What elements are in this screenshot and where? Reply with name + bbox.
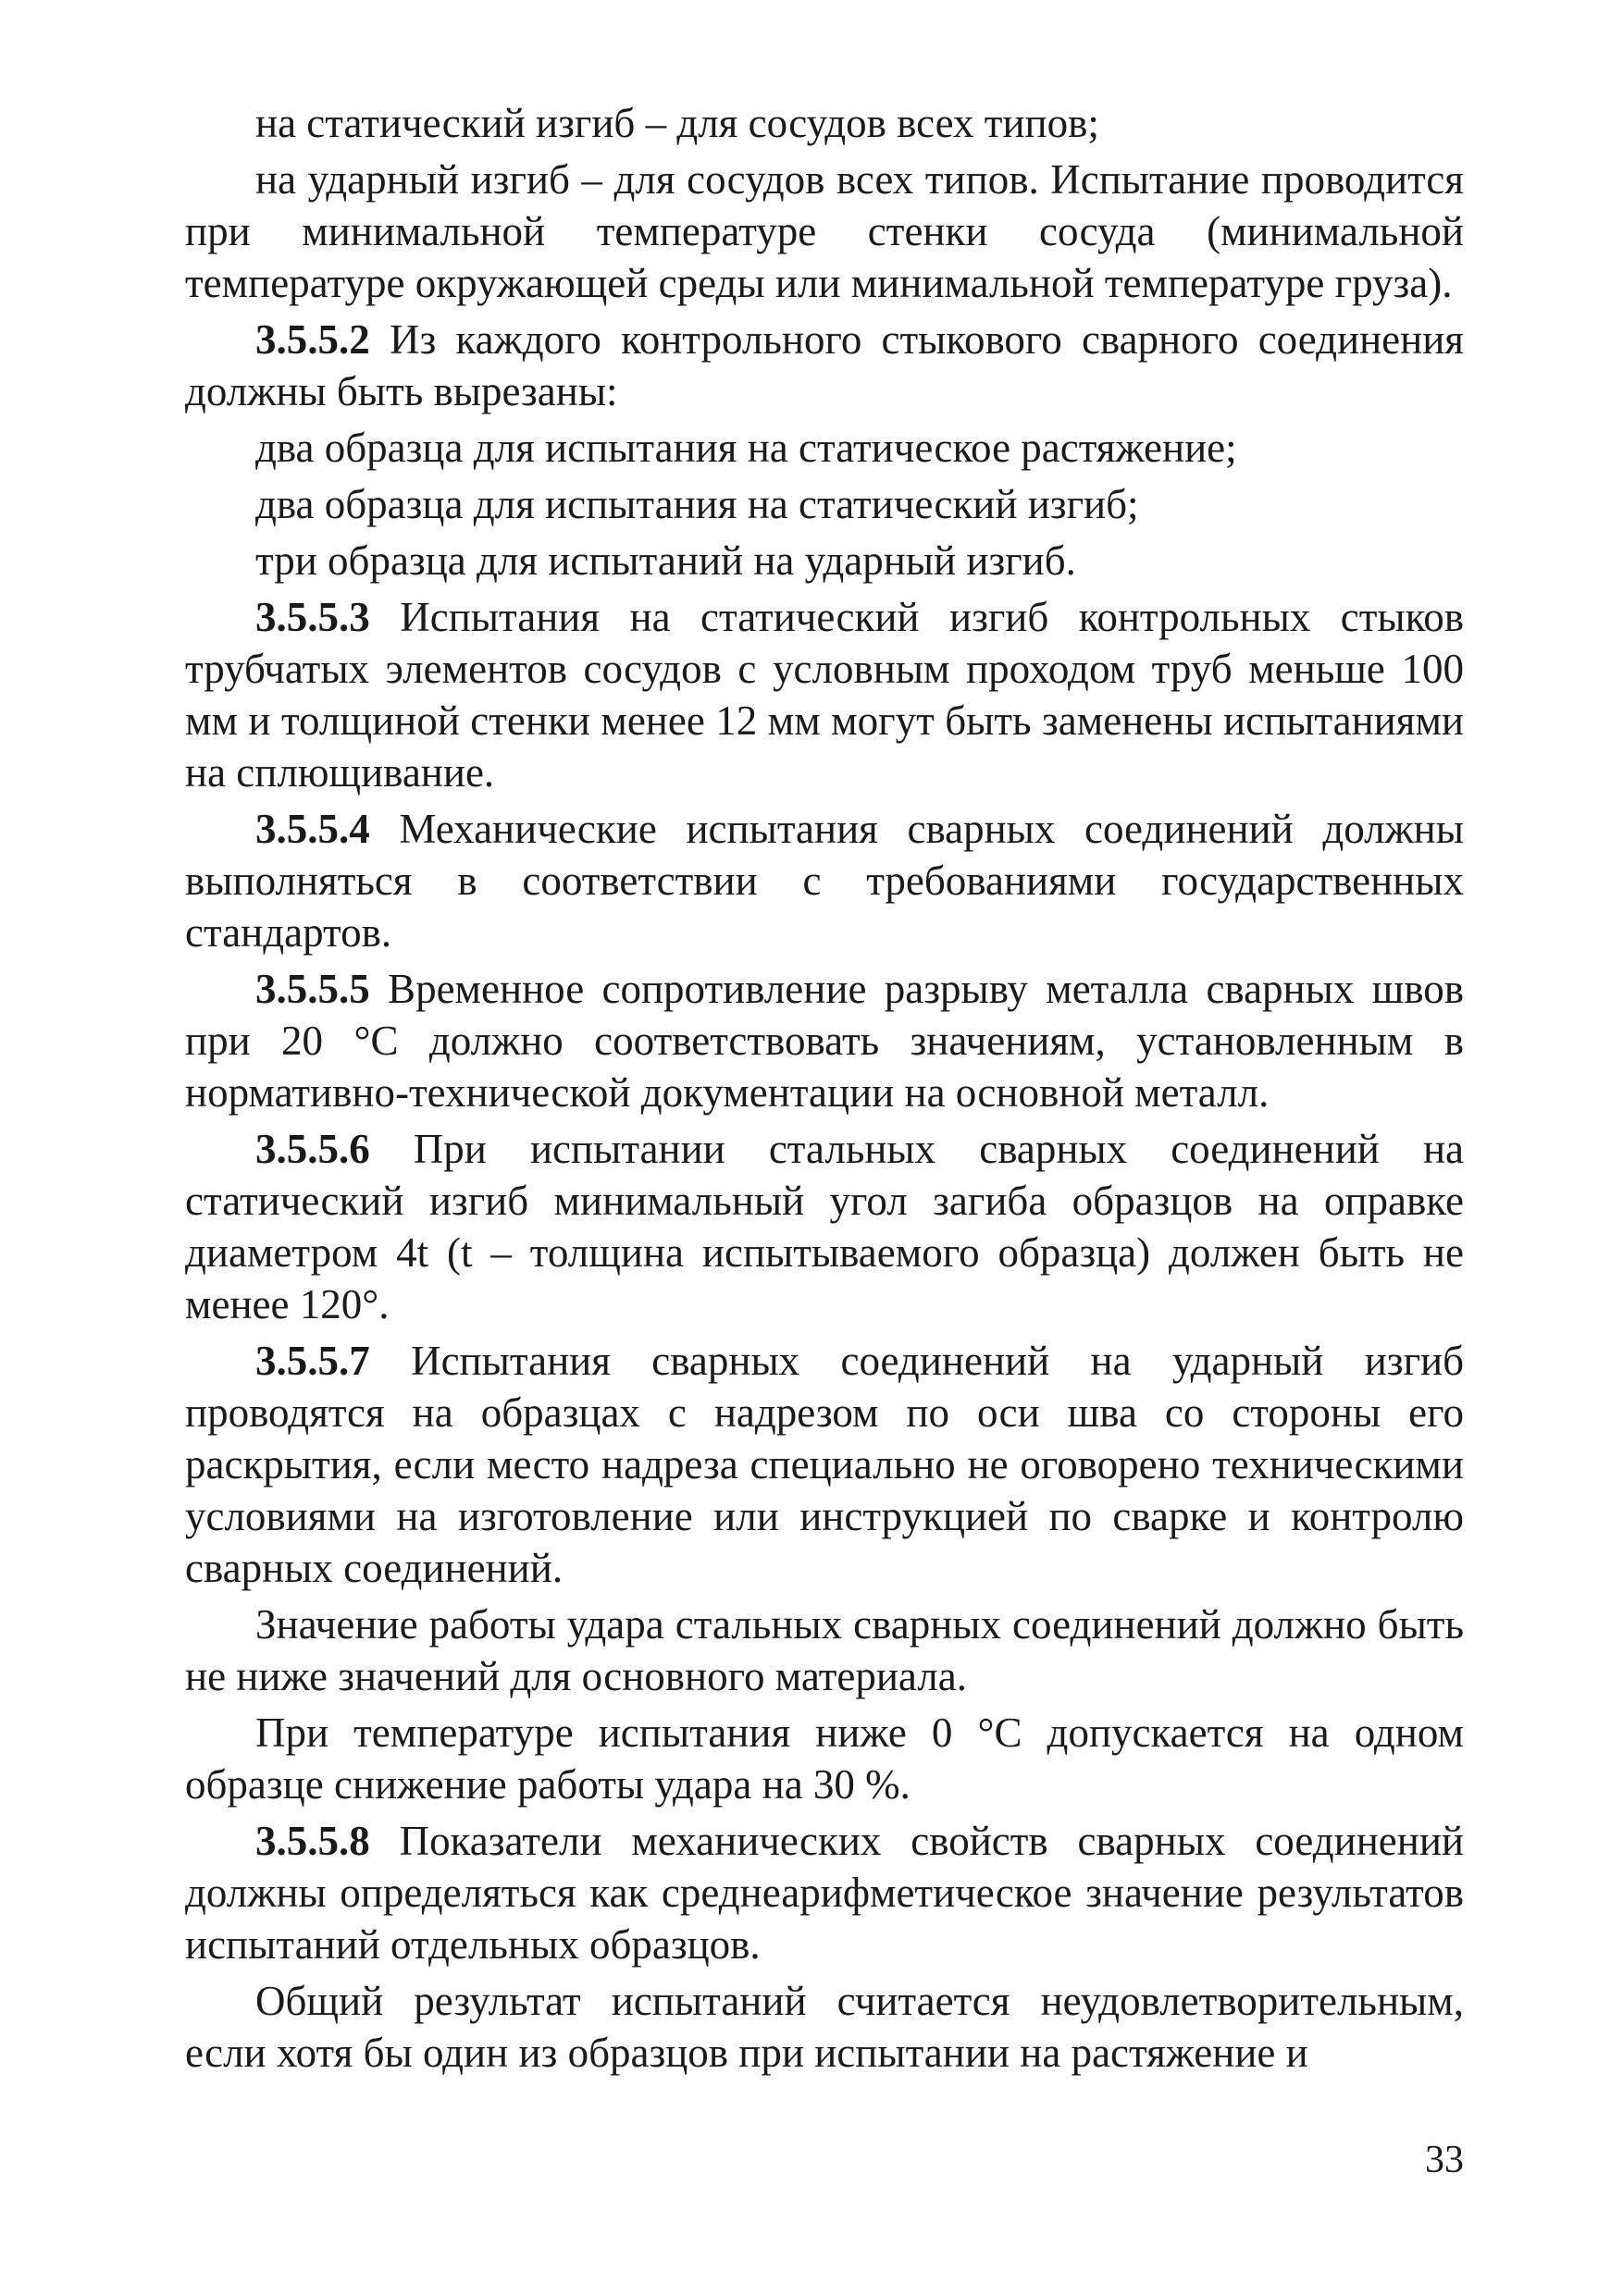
paragraph-8	[185, 803, 1464, 958]
paragraph-11	[185, 1335, 1464, 1594]
paragraph-9	[185, 963, 1464, 1118]
paragraph-10-text: При испытании стальных сварных соединений на статический изгиб минимальный угол загиба образцов на оправке диаметром 4t (t – толщина испытываемого образца) должен быть не менее 120°.	[185, 1126, 1464, 1327]
paragraph-11-text: Испытания сварных соединений на ударный изгиб проводятся на образцах с надрезом по оси шва со стороны его раскрытия, если место надреза специально не оговорено техническими условиями на изготовление или инструкцией по сварке и контролю сварных соединений.	[185, 1338, 1464, 1591]
paragraph-1	[185, 97, 1464, 149]
paragraph-7	[185, 591, 1464, 798]
clause-number: 3.5.5.6	[255, 1126, 370, 1172]
paragraph-15-text: Общий результат испытаний считается неудовлетворительным, если хотя бы один из образцов при испытании на растяжение и	[185, 1978, 1464, 2076]
paragraph-15	[185, 1975, 1464, 2079]
clause-number: 3.5.5.5	[255, 966, 370, 1012]
paragraph-4	[185, 422, 1464, 474]
paragraph-14	[185, 1815, 1464, 1970]
clause-number: 3.5.5.2	[255, 316, 370, 363]
clause-number: 3.5.5.7	[255, 1338, 370, 1384]
paragraph-13	[185, 1707, 1464, 1810]
paragraph-14-text: Показатели механических свойств сварных соединений должны определяться как среднеарифметическое значение результатов испытаний отдельных образцов.	[185, 1818, 1464, 1968]
paragraph-3	[185, 314, 1464, 417]
paragraph-2	[185, 154, 1464, 309]
paragraph-5	[185, 478, 1464, 530]
paragraph-6	[185, 535, 1464, 586]
paragraph-13-text: При температуре испытания ниже 0 °С допускается на одном образце снижение работы удара на 30 %.	[185, 1710, 1464, 1808]
clause-number: 3.5.5.4	[255, 806, 370, 852]
paragraph-4-text: два образца для испытания на статическое растяжение;	[255, 425, 1237, 471]
paragraph-8-text: Механические испытания сварных соединений должны выполняться в соответствии с требованиями государственных стандартов.	[185, 806, 1464, 956]
page-body	[185, 97, 1464, 2083]
paragraph-12-text: Значение работы удара стальных сварных соединений должно быть не ниже значений для основного материала.	[185, 1601, 1464, 1699]
clause-number: 3.5.5.8	[255, 1818, 370, 1864]
page-number: 33	[1425, 2139, 1464, 2181]
paragraph-12	[185, 1599, 1464, 1702]
paragraph-10	[185, 1123, 1464, 1330]
paragraph-2-text: на ударный изгиб – для сосудов всех типов. Испытание проводится при минимальной температуре стенки сосуда (минимальной температуре окружающей среды или минимальной температуре груза).	[185, 156, 1464, 306]
paragraph-1-text: на статический изгиб – для сосудов всех типов;	[255, 100, 1099, 146]
paragraph-5-text: два образца для испытания на статический изгиб;	[255, 481, 1139, 527]
paragraph-3-text: Из каждого контрольного стыкового сварного соединения должны быть вырезаны:	[185, 316, 1464, 414]
paragraph-7-text: Испытания на статический изгиб контрольных стыков трубчатых элементов сосудов с условным проходом труб меньше 100 мм и толщиной стенки менее 12 мм могут быть заменены испытаниями на сплющивание.	[185, 594, 1464, 796]
paragraph-6-text: три образца для испытаний на ударный изгиб.	[255, 537, 1076, 584]
paragraph-9-text: Временное сопротивление разрыву металла сварных швов при 20 °С должно соответствовать значениям, установленным в нормативно-технической документации на основной металл.	[185, 966, 1464, 1116]
clause-number: 3.5.5.3	[255, 594, 370, 640]
